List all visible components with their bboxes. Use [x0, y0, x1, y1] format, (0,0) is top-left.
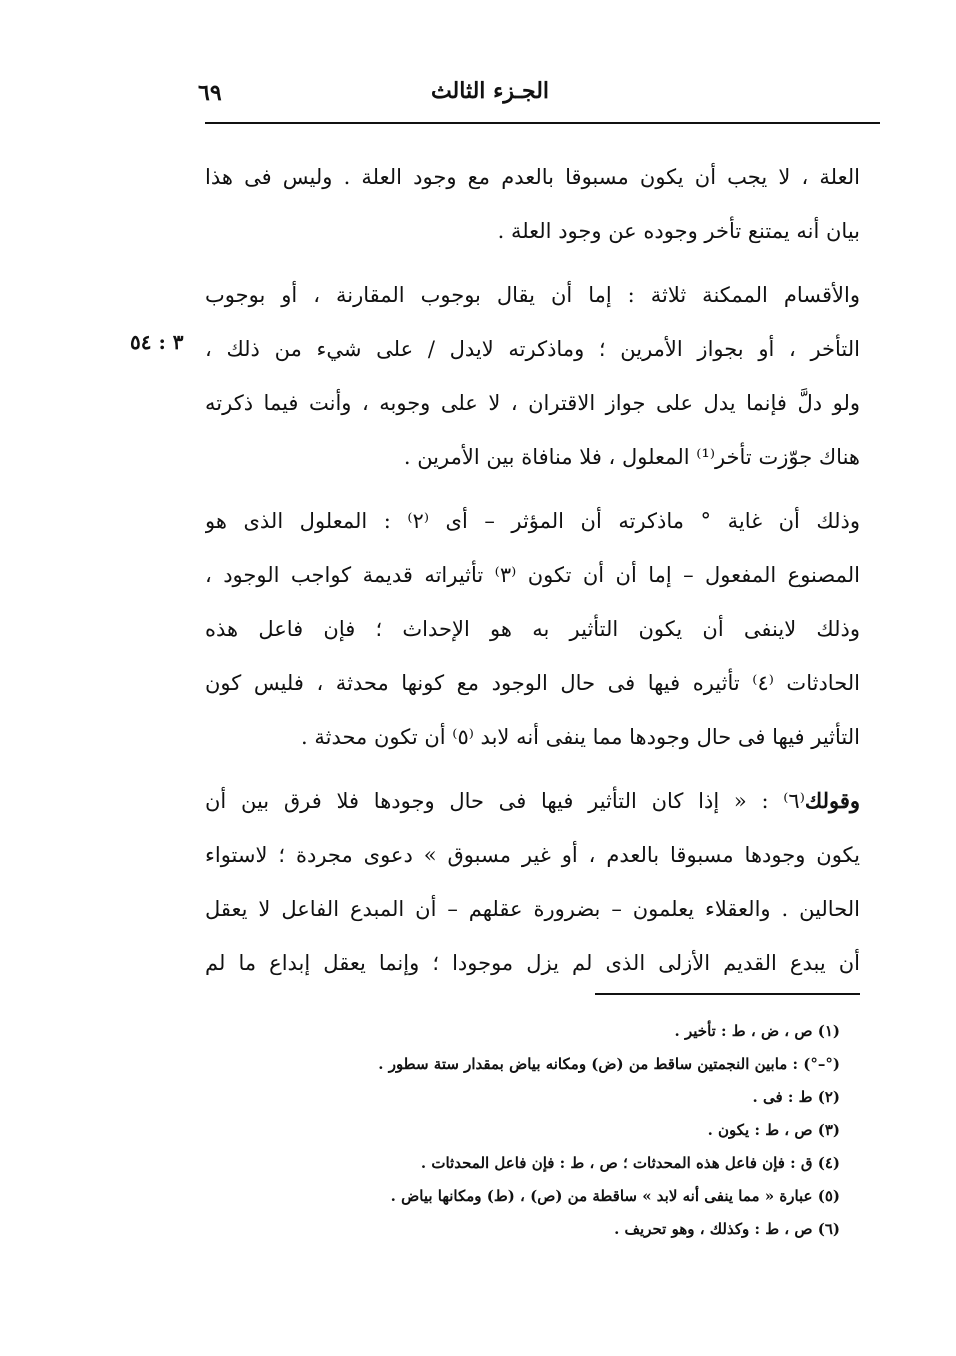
footnote: (°–°) : مابين النجمتين ساقط من (ض) ومكانه بياض بمقدار ستة سطور . — [378, 1055, 840, 1073]
margin-reference: ٣ : ٥٤ — [130, 330, 184, 354]
text-line: وذلك لاينفى أن يكون التأثير به هو الإحداث ؛ فإن فاعل هذه — [205, 617, 860, 641]
text-line: أن يبدع القديم الأزلى الذى لم يزل موجودا ؛ وإنما يعقل إبداع ما لم — [205, 951, 860, 975]
footnote-rule — [595, 993, 860, 995]
header-rule — [205, 122, 880, 124]
footnote: (٢) ط : فى . — [752, 1088, 840, 1106]
text-line: ولو دلَّ فإنما يدل على جواز الاقتران ، لا على وجوبه ، وأنت فيما ذكرته — [205, 391, 860, 415]
text-line: بيان أنه يمتنع تأخر وجوده عن وجود العلة . — [497, 219, 860, 243]
main-text — [205, 150, 860, 990]
footnote: (١) ص ، ض ، ط : تأخير . — [674, 1022, 840, 1040]
paragraph-lead: وقولك — [804, 788, 860, 813]
text-line: العلة ، لا يجب أن يكون مسبوقا بالعدم مع وجود العلة . وليس فى هذا — [205, 165, 860, 189]
text-line: التأخر ، أو بجواز الأمرين ؛ وماذكرته لايدل / على شيء من ذلك ، — [205, 337, 860, 361]
text-line: والأقسام الممكنة ثلاثة : إما أن يقال بوجوب المقارنة ، أو بوجوب — [205, 283, 860, 307]
text-line: وذلك أن غاية ° ماذكرته أن المؤثر – أى ⁽٢⁾ : المعلول الذى هو — [205, 509, 860, 533]
footnote: (٤) ق : فإن فاعل هذه المحدثات ؛ ص ، ط : فإن فاعل المحدثات . — [420, 1154, 840, 1172]
footnotes — [300, 1015, 840, 1246]
text-line: الحالين . والعقلاء يعلمون – بضرورة عقلهم – أن المبدع الفاعل لا يعقل — [205, 897, 860, 921]
text-line — [205, 774, 860, 828]
running-header-title: الجـزء الثالث — [430, 78, 550, 104]
footnote: (٦) ص ، ط : وكذلك ، وهو تحريف . — [614, 1220, 840, 1238]
page-number: ٦٩ — [198, 80, 222, 106]
text-line: هناك جوّزت تأخر⁽¹⁾ المعلول ، فلا منافاة بين الأمرين . — [403, 445, 860, 469]
text-line: الحادثات ⁽٤⁾ تأثيره فيها فى حال الوجود مع كونها محدثة ، فليس كون — [205, 671, 860, 695]
text-line: التأثير فيها فى حال وجودها مما ينفى أنه لابد ⁽٥⁾ أن تكون محدثة . — [301, 725, 860, 749]
footnote: (٥) عبارة « مما ينفى أنه لابد » ساقطة من (ص) ، (ط) ومكانها بياض . — [390, 1187, 840, 1205]
text-line: المصنوع المفعول – إما أن أن تكون ⁽٣⁾ تأثيراته قديمة كواجب الوجود ، — [205, 563, 860, 587]
text-line: يكون وجودها مسبوقا بالعدم ، أو غير مسبوق » دعوى مجردة ؛ لاستواء — [205, 843, 860, 867]
footnote-marker: ⁽٦⁾ — [783, 789, 805, 813]
text-line-rest: : « إذا كان التأثير فيها فى حال وجودها فلا فرق بين أن — [205, 789, 784, 813]
footnote: (٣) ص ، ط : يكون . — [707, 1121, 840, 1139]
